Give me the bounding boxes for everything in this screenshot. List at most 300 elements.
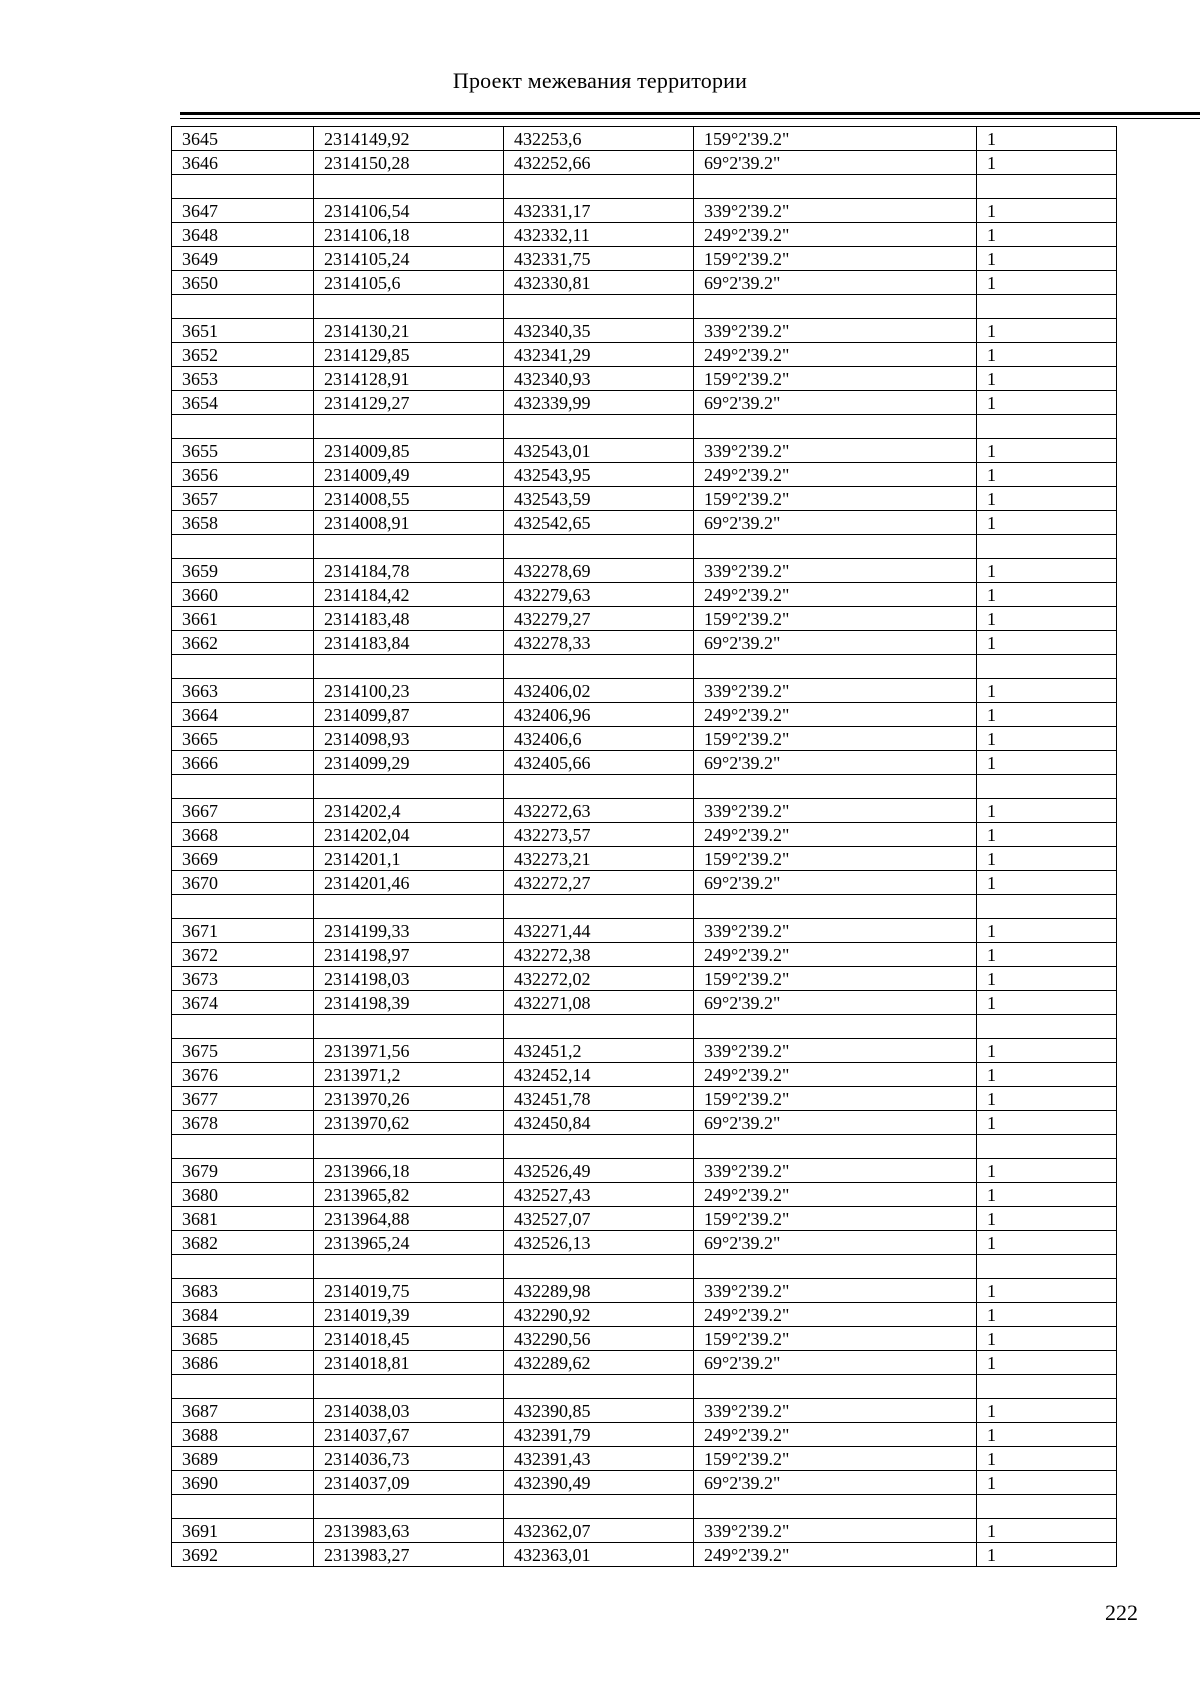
bearing-cell: 159°2'39.2" <box>694 847 977 871</box>
point-number-cell: 3661 <box>172 607 314 631</box>
distance-cell: 1 <box>977 1447 1117 1471</box>
distance-cell: 1 <box>977 871 1117 895</box>
bearing-cell: 69°2'39.2" <box>694 511 977 535</box>
x-coordinate-cell <box>314 1135 504 1159</box>
distance-cell: 1 <box>977 511 1117 535</box>
point-number-cell: 3651 <box>172 319 314 343</box>
point-number-cell: 3685 <box>172 1327 314 1351</box>
y-coordinate-cell: 432289,98 <box>504 1279 694 1303</box>
bearing-cell: 159°2'39.2" <box>694 1087 977 1111</box>
point-number-cell: 3650 <box>172 271 314 295</box>
table-row <box>172 1423 1117 1447</box>
distance-cell: 1 <box>977 343 1117 367</box>
bearing-cell <box>694 415 977 439</box>
x-coordinate-cell: 2314105,24 <box>314 247 504 271</box>
y-coordinate-cell: 432391,79 <box>504 1423 694 1447</box>
distance-cell: 1 <box>977 1063 1117 1087</box>
bearing-cell: 159°2'39.2" <box>694 607 977 631</box>
bearing-cell: 159°2'39.2" <box>694 967 977 991</box>
table-row <box>172 1111 1117 1135</box>
bearing-cell: 339°2'39.2" <box>694 1159 977 1183</box>
distance-cell: 1 <box>977 679 1117 703</box>
bearing-cell: 339°2'39.2" <box>694 199 977 223</box>
distance-cell <box>977 415 1117 439</box>
y-coordinate-cell: 432289,62 <box>504 1351 694 1375</box>
bearing-cell: 69°2'39.2" <box>694 151 977 175</box>
bearing-cell: 249°2'39.2" <box>694 823 977 847</box>
y-coordinate-cell: 432452,14 <box>504 1063 694 1087</box>
distance-cell: 1 <box>977 367 1117 391</box>
distance-cell: 1 <box>977 439 1117 463</box>
x-coordinate-cell: 2314038,03 <box>314 1399 504 1423</box>
separator-row <box>172 415 1117 439</box>
bearing-cell: 69°2'39.2" <box>694 1231 977 1255</box>
separator-row <box>172 775 1117 799</box>
x-coordinate-cell: 2314184,78 <box>314 559 504 583</box>
bearing-cell: 249°2'39.2" <box>694 223 977 247</box>
distance-cell: 1 <box>977 1303 1117 1327</box>
x-coordinate-cell: 2313983,27 <box>314 1543 504 1567</box>
y-coordinate-cell: 432278,69 <box>504 559 694 583</box>
point-number-cell: 3657 <box>172 487 314 511</box>
y-coordinate-cell: 432279,63 <box>504 583 694 607</box>
table-row <box>172 1207 1117 1231</box>
distance-cell <box>977 895 1117 919</box>
y-coordinate-cell: 432451,78 <box>504 1087 694 1111</box>
point-number-cell <box>172 655 314 679</box>
separator-row <box>172 175 1117 199</box>
table-row <box>172 703 1117 727</box>
bearing-cell: 249°2'39.2" <box>694 343 977 367</box>
bearing-cell <box>694 775 977 799</box>
x-coordinate-cell <box>314 175 504 199</box>
table-row <box>172 487 1117 511</box>
point-number-cell: 3666 <box>172 751 314 775</box>
bearing-cell <box>694 1375 977 1399</box>
point-number-cell: 3687 <box>172 1399 314 1423</box>
x-coordinate-cell: 2314150,28 <box>314 151 504 175</box>
y-coordinate-cell <box>504 415 694 439</box>
bearing-cell: 69°2'39.2" <box>694 1351 977 1375</box>
distance-cell <box>977 655 1117 679</box>
y-coordinate-cell <box>504 175 694 199</box>
point-number-cell: 3669 <box>172 847 314 871</box>
page-title: Проект межевания территории <box>452 68 748 93</box>
x-coordinate-cell: 2314128,91 <box>314 367 504 391</box>
point-number-cell: 3675 <box>172 1039 314 1063</box>
bearing-cell: 249°2'39.2" <box>694 703 977 727</box>
y-coordinate-cell: 432362,07 <box>504 1519 694 1543</box>
distance-cell: 1 <box>977 151 1117 175</box>
x-coordinate-cell: 2314037,67 <box>314 1423 504 1447</box>
x-coordinate-cell: 2314018,81 <box>314 1351 504 1375</box>
x-coordinate-cell: 2313965,24 <box>314 1231 504 1255</box>
bearing-cell: 69°2'39.2" <box>694 391 977 415</box>
y-coordinate-cell <box>504 1255 694 1279</box>
distance-cell: 1 <box>977 583 1117 607</box>
y-coordinate-cell: 432406,6 <box>504 727 694 751</box>
distance-cell <box>977 535 1117 559</box>
table-row <box>172 1039 1117 1063</box>
point-number-cell <box>172 535 314 559</box>
bearing-cell: 249°2'39.2" <box>694 943 977 967</box>
x-coordinate-cell: 2314100,23 <box>314 679 504 703</box>
separator-row <box>172 295 1117 319</box>
y-coordinate-cell <box>504 895 694 919</box>
y-coordinate-cell <box>504 655 694 679</box>
y-coordinate-cell: 432331,17 <box>504 199 694 223</box>
bearing-cell: 159°2'39.2" <box>694 247 977 271</box>
table-row <box>172 1303 1117 1327</box>
x-coordinate-cell: 2314183,84 <box>314 631 504 655</box>
distance-cell <box>977 1015 1117 1039</box>
distance-cell: 1 <box>977 1351 1117 1375</box>
y-coordinate-cell: 432272,63 <box>504 799 694 823</box>
distance-cell: 1 <box>977 1399 1117 1423</box>
x-coordinate-cell: 2314106,54 <box>314 199 504 223</box>
table-row <box>172 991 1117 1015</box>
x-coordinate-cell: 2314018,45 <box>314 1327 504 1351</box>
point-number-cell: 3690 <box>172 1471 314 1495</box>
y-coordinate-cell: 432272,38 <box>504 943 694 967</box>
x-coordinate-cell <box>314 895 504 919</box>
distance-cell <box>977 1375 1117 1399</box>
point-number-cell: 3668 <box>172 823 314 847</box>
x-coordinate-cell: 2314129,27 <box>314 391 504 415</box>
distance-cell: 1 <box>977 1471 1117 1495</box>
y-coordinate-cell <box>504 535 694 559</box>
y-coordinate-cell: 432252,66 <box>504 151 694 175</box>
separator-row <box>172 1495 1117 1519</box>
point-number-cell: 3653 <box>172 367 314 391</box>
distance-cell: 1 <box>977 463 1117 487</box>
x-coordinate-cell: 2314098,93 <box>314 727 504 751</box>
distance-cell: 1 <box>977 943 1117 967</box>
bearing-cell: 69°2'39.2" <box>694 991 977 1015</box>
table-row <box>172 511 1117 535</box>
x-coordinate-cell: 2314201,46 <box>314 871 504 895</box>
header-rule-thick <box>180 112 1200 115</box>
x-coordinate-cell: 2314008,91 <box>314 511 504 535</box>
table-row <box>172 271 1117 295</box>
table-row <box>172 151 1117 175</box>
distance-cell: 1 <box>977 1423 1117 1447</box>
y-coordinate-cell: 432340,93 <box>504 367 694 391</box>
x-coordinate-cell: 2313983,63 <box>314 1519 504 1543</box>
distance-cell: 1 <box>977 991 1117 1015</box>
table-row <box>172 1447 1117 1471</box>
bearing-cell: 69°2'39.2" <box>694 631 977 655</box>
x-coordinate-cell: 2313966,18 <box>314 1159 504 1183</box>
x-coordinate-cell <box>314 535 504 559</box>
point-number-cell: 3689 <box>172 1447 314 1471</box>
point-number-cell: 3656 <box>172 463 314 487</box>
point-number-cell: 3691 <box>172 1519 314 1543</box>
point-number-cell: 3662 <box>172 631 314 655</box>
point-number-cell: 3688 <box>172 1423 314 1447</box>
y-coordinate-cell: 432543,01 <box>504 439 694 463</box>
point-number-cell: 3673 <box>172 967 314 991</box>
distance-cell: 1 <box>977 1231 1117 1255</box>
table-row <box>172 679 1117 703</box>
x-coordinate-cell: 2314202,4 <box>314 799 504 823</box>
table-row <box>172 847 1117 871</box>
x-coordinate-cell <box>314 1375 504 1399</box>
table-row <box>172 871 1117 895</box>
table-row <box>172 631 1117 655</box>
y-coordinate-cell: 432543,59 <box>504 487 694 511</box>
y-coordinate-cell: 432290,56 <box>504 1327 694 1351</box>
y-coordinate-cell: 432526,49 <box>504 1159 694 1183</box>
bearing-cell: 159°2'39.2" <box>694 727 977 751</box>
bearing-cell: 339°2'39.2" <box>694 559 977 583</box>
distance-cell: 1 <box>977 1543 1117 1567</box>
distance-cell: 1 <box>977 559 1117 583</box>
y-coordinate-cell: 432527,07 <box>504 1207 694 1231</box>
bearing-cell: 249°2'39.2" <box>694 1423 977 1447</box>
distance-cell <box>977 1495 1117 1519</box>
point-number-cell: 3646 <box>172 151 314 175</box>
distance-cell: 1 <box>977 799 1117 823</box>
y-coordinate-cell <box>504 1375 694 1399</box>
distance-cell: 1 <box>977 271 1117 295</box>
point-number-cell: 3660 <box>172 583 314 607</box>
table-row <box>172 1351 1117 1375</box>
table-row <box>172 367 1117 391</box>
point-number-cell: 3645 <box>172 127 314 151</box>
point-number-cell <box>172 1135 314 1159</box>
coordinates-table-body <box>172 127 1117 1567</box>
bearing-cell <box>694 895 977 919</box>
bearing-cell: 69°2'39.2" <box>694 751 977 775</box>
bearing-cell: 339°2'39.2" <box>694 919 977 943</box>
table-row <box>172 247 1117 271</box>
table-row <box>172 967 1117 991</box>
x-coordinate-cell: 2313965,82 <box>314 1183 504 1207</box>
distance-cell: 1 <box>977 727 1117 751</box>
x-coordinate-cell: 2313971,2 <box>314 1063 504 1087</box>
distance-cell: 1 <box>977 1159 1117 1183</box>
distance-cell: 1 <box>977 847 1117 871</box>
x-coordinate-cell: 2314105,6 <box>314 271 504 295</box>
bearing-cell: 69°2'39.2" <box>694 1471 977 1495</box>
table-row <box>172 799 1117 823</box>
x-coordinate-cell: 2314036,73 <box>314 1447 504 1471</box>
x-coordinate-cell: 2314198,39 <box>314 991 504 1015</box>
x-coordinate-cell: 2314201,1 <box>314 847 504 871</box>
y-coordinate-cell: 432278,33 <box>504 631 694 655</box>
distance-cell: 1 <box>977 919 1117 943</box>
x-coordinate-cell: 2314198,03 <box>314 967 504 991</box>
x-coordinate-cell: 2314009,85 <box>314 439 504 463</box>
x-coordinate-cell <box>314 1015 504 1039</box>
distance-cell: 1 <box>977 631 1117 655</box>
separator-row <box>172 1015 1117 1039</box>
separator-row <box>172 1375 1117 1399</box>
distance-cell: 1 <box>977 1279 1117 1303</box>
y-coordinate-cell: 432331,75 <box>504 247 694 271</box>
distance-cell: 1 <box>977 967 1117 991</box>
point-number-cell: 3670 <box>172 871 314 895</box>
y-coordinate-cell: 432406,96 <box>504 703 694 727</box>
page-number: 222 <box>1105 1600 1138 1625</box>
y-coordinate-cell: 432290,92 <box>504 1303 694 1327</box>
bearing-cell: 339°2'39.2" <box>694 439 977 463</box>
bearing-cell: 159°2'39.2" <box>694 487 977 511</box>
bearing-cell <box>694 1135 977 1159</box>
point-number-cell: 3692 <box>172 1543 314 1567</box>
y-coordinate-cell: 432451,2 <box>504 1039 694 1063</box>
point-number-cell: 3648 <box>172 223 314 247</box>
table-row <box>172 127 1117 151</box>
x-coordinate-cell: 2314106,18 <box>314 223 504 247</box>
y-coordinate-cell: 432527,43 <box>504 1183 694 1207</box>
y-coordinate-cell: 432273,57 <box>504 823 694 847</box>
y-coordinate-cell: 432542,65 <box>504 511 694 535</box>
x-coordinate-cell: 2313970,26 <box>314 1087 504 1111</box>
distance-cell: 1 <box>977 319 1117 343</box>
point-number-cell: 3649 <box>172 247 314 271</box>
table-row <box>172 1279 1117 1303</box>
y-coordinate-cell: 432341,29 <box>504 343 694 367</box>
y-coordinate-cell: 432271,08 <box>504 991 694 1015</box>
x-coordinate-cell: 2314149,92 <box>314 127 504 151</box>
distance-cell: 1 <box>977 703 1117 727</box>
point-number-cell: 3683 <box>172 1279 314 1303</box>
distance-cell: 1 <box>977 487 1117 511</box>
bearing-cell: 69°2'39.2" <box>694 271 977 295</box>
y-coordinate-cell <box>504 1135 694 1159</box>
header-rule-thin <box>180 118 1200 119</box>
table-row <box>172 343 1117 367</box>
table-row <box>172 919 1117 943</box>
x-coordinate-cell <box>314 295 504 319</box>
table-row <box>172 1159 1117 1183</box>
distance-cell: 1 <box>977 1183 1117 1207</box>
point-number-cell <box>172 775 314 799</box>
y-coordinate-cell: 432272,02 <box>504 967 694 991</box>
point-number-cell: 3678 <box>172 1111 314 1135</box>
bearing-cell: 339°2'39.2" <box>694 319 977 343</box>
bearing-cell: 159°2'39.2" <box>694 127 977 151</box>
x-coordinate-cell: 2314198,97 <box>314 943 504 967</box>
x-coordinate-cell: 2314099,29 <box>314 751 504 775</box>
bearing-cell <box>694 1015 977 1039</box>
table-row <box>172 439 1117 463</box>
table-row <box>172 1087 1117 1111</box>
table-row <box>172 607 1117 631</box>
table-row <box>172 943 1117 967</box>
y-coordinate-cell: 432390,85 <box>504 1399 694 1423</box>
x-coordinate-cell: 2313971,56 <box>314 1039 504 1063</box>
y-coordinate-cell: 432391,43 <box>504 1447 694 1471</box>
y-coordinate-cell: 432330,81 <box>504 271 694 295</box>
bearing-cell: 159°2'39.2" <box>694 1207 977 1231</box>
point-number-cell: 3677 <box>172 1087 314 1111</box>
bearing-cell: 249°2'39.2" <box>694 1543 977 1567</box>
point-number-cell: 3652 <box>172 343 314 367</box>
distance-cell: 1 <box>977 247 1117 271</box>
x-coordinate-cell <box>314 415 504 439</box>
x-coordinate-cell <box>314 1495 504 1519</box>
x-coordinate-cell: 2314008,55 <box>314 487 504 511</box>
bearing-cell: 69°2'39.2" <box>694 871 977 895</box>
distance-cell: 1 <box>977 823 1117 847</box>
distance-cell: 1 <box>977 199 1117 223</box>
x-coordinate-cell <box>314 1255 504 1279</box>
x-coordinate-cell: 2314019,75 <box>314 1279 504 1303</box>
bearing-cell: 159°2'39.2" <box>694 1447 977 1471</box>
x-coordinate-cell <box>314 655 504 679</box>
y-coordinate-cell: 432279,27 <box>504 607 694 631</box>
point-number-cell: 3682 <box>172 1231 314 1255</box>
separator-row <box>172 535 1117 559</box>
x-coordinate-cell: 2313970,62 <box>314 1111 504 1135</box>
distance-cell <box>977 1135 1117 1159</box>
bearing-cell <box>694 535 977 559</box>
point-number-cell: 3684 <box>172 1303 314 1327</box>
table-row <box>172 1183 1117 1207</box>
y-coordinate-cell: 432526,13 <box>504 1231 694 1255</box>
table-row <box>172 823 1117 847</box>
point-number-cell: 3659 <box>172 559 314 583</box>
y-coordinate-cell: 432273,21 <box>504 847 694 871</box>
point-number-cell <box>172 895 314 919</box>
distance-cell: 1 <box>977 1207 1117 1231</box>
point-number-cell <box>172 415 314 439</box>
table-row <box>172 1399 1117 1423</box>
table-row <box>172 463 1117 487</box>
distance-cell: 1 <box>977 607 1117 631</box>
x-coordinate-cell: 2314199,33 <box>314 919 504 943</box>
bearing-cell: 339°2'39.2" <box>694 799 977 823</box>
bearing-cell: 249°2'39.2" <box>694 1063 977 1087</box>
point-number-cell: 3665 <box>172 727 314 751</box>
distance-cell <box>977 295 1117 319</box>
y-coordinate-cell: 432340,35 <box>504 319 694 343</box>
x-coordinate-cell: 2314019,39 <box>314 1303 504 1327</box>
y-coordinate-cell: 432390,49 <box>504 1471 694 1495</box>
point-number-cell: 3654 <box>172 391 314 415</box>
distance-cell: 1 <box>977 1519 1117 1543</box>
table-row <box>172 1327 1117 1351</box>
y-coordinate-cell: 432253,6 <box>504 127 694 151</box>
bearing-cell: 339°2'39.2" <box>694 1399 977 1423</box>
point-number-cell <box>172 175 314 199</box>
point-number-cell: 3680 <box>172 1183 314 1207</box>
point-number-cell: 3672 <box>172 943 314 967</box>
x-coordinate-cell: 2314009,49 <box>314 463 504 487</box>
y-coordinate-cell: 432339,99 <box>504 391 694 415</box>
table-row <box>172 319 1117 343</box>
y-coordinate-cell: 432405,66 <box>504 751 694 775</box>
distance-cell: 1 <box>977 127 1117 151</box>
point-number-cell <box>172 1495 314 1519</box>
point-number-cell: 3658 <box>172 511 314 535</box>
y-coordinate-cell <box>504 1495 694 1519</box>
distance-cell: 1 <box>977 391 1117 415</box>
table-row <box>172 223 1117 247</box>
bearing-cell <box>694 1495 977 1519</box>
bearing-cell: 249°2'39.2" <box>694 463 977 487</box>
point-number-cell: 3674 <box>172 991 314 1015</box>
y-coordinate-cell: 432450,84 <box>504 1111 694 1135</box>
table-row <box>172 391 1117 415</box>
point-number-cell: 3664 <box>172 703 314 727</box>
bearing-cell: 339°2'39.2" <box>694 1519 977 1543</box>
distance-cell: 1 <box>977 1111 1117 1135</box>
distance-cell <box>977 175 1117 199</box>
